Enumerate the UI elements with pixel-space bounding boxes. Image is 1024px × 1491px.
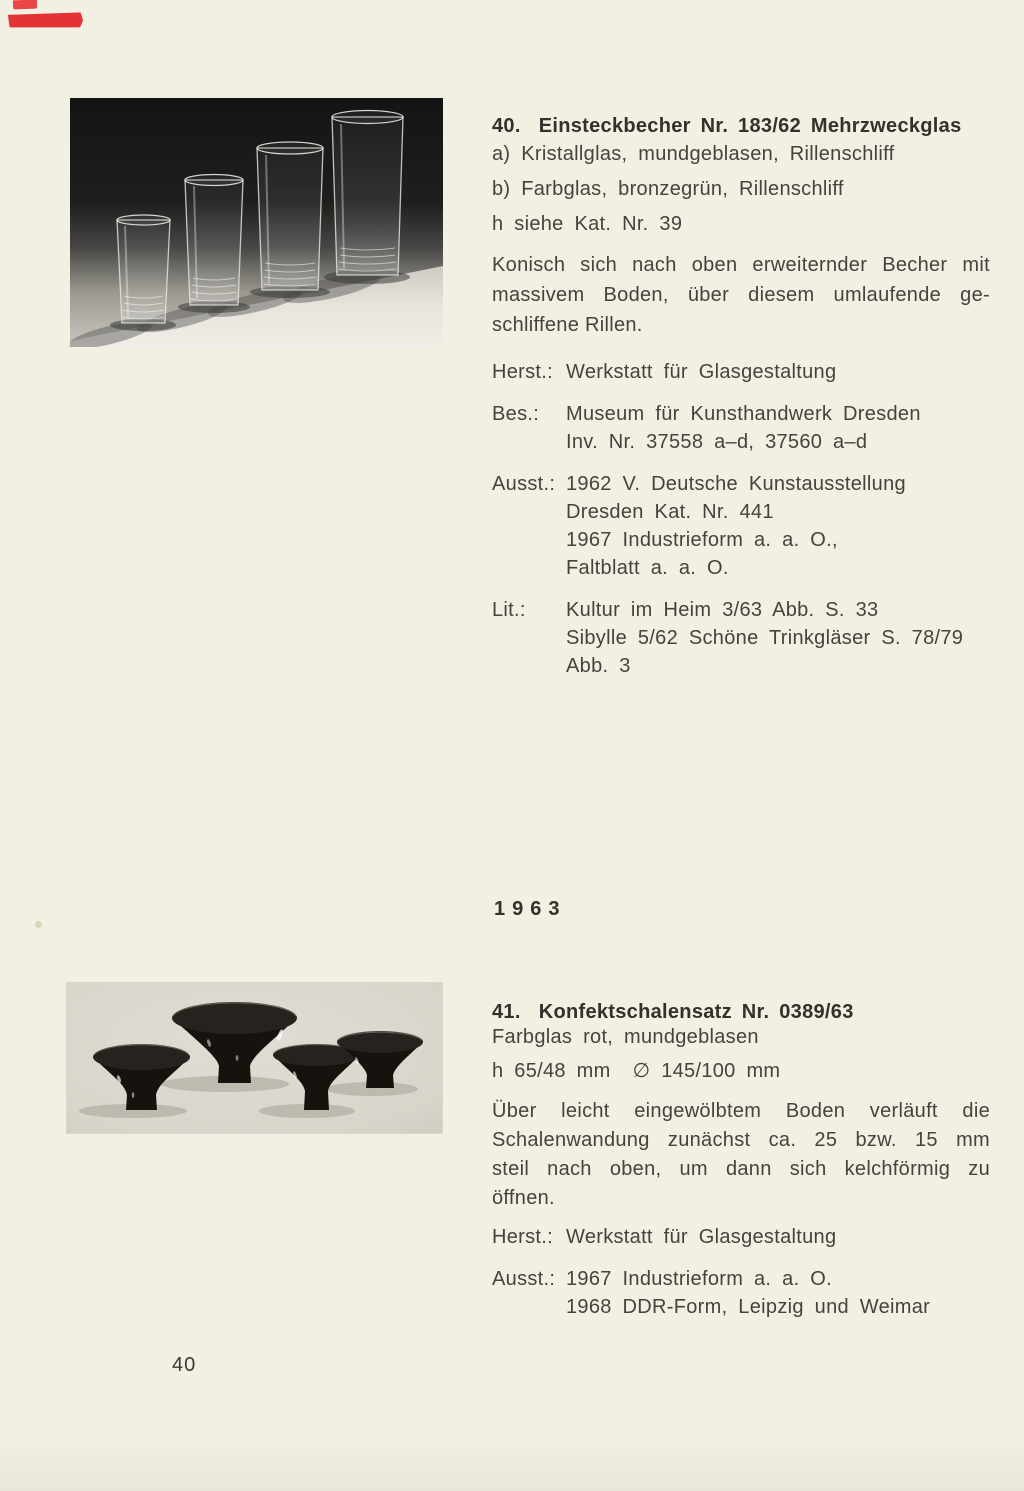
spec-diameter: ∅ 145/100 mm — [632, 1060, 781, 1082]
entry-40-title-text: Einsteckbecher Nr. 183/62 Mehrzweckglas — [538, 114, 962, 137]
red-edge-mark-small — [13, 0, 37, 9]
description-line: Über leicht eingewölbtem Boden verläuft die — [492, 1100, 990, 1122]
detail-row-besitzer — [492, 400, 990, 456]
detail-label: Herst.: — [492, 1226, 553, 1248]
page-number: 40 — [172, 1354, 197, 1376]
year-heading: 1963 — [494, 897, 567, 920]
detail-line: 1962 V. Deutsche Kunstausstellung — [566, 473, 906, 495]
description-line: steil nach oben, um dann sich kelchförmig zu — [492, 1158, 990, 1180]
glasses-photo-graphic — [70, 98, 443, 347]
spec-dimensions — [492, 1054, 780, 1088]
entry-40-specs — [492, 137, 894, 242]
detail-line: Museum für Kunsthandwerk Dresden — [566, 403, 921, 425]
spec-height: h 65/48 mm — [492, 1060, 611, 1082]
photo-bowls-set — [67, 983, 442, 1133]
entry-40-number: 40. — [492, 114, 521, 137]
entry-41-title-text: Konfektschalensatz Nr. 0389/63 — [538, 1000, 854, 1023]
detail-line: Abb. 3 — [566, 655, 631, 677]
entry-41-details — [492, 1223, 990, 1335]
detail-line: Werkstatt für Glasgestaltung — [566, 1226, 837, 1248]
detail-row-hersteller — [492, 1223, 990, 1251]
detail-row-ausstellung — [492, 470, 990, 582]
detail-label: Bes.: — [492, 403, 540, 425]
detail-line: Inv. Nr. 37558 a–d, 37560 a–d — [566, 431, 868, 453]
entry-40-details — [492, 358, 990, 694]
red-edge-mark-large — [8, 12, 83, 28]
detail-line: 1967 Industrieform a. a. O. — [566, 1268, 833, 1290]
detail-label: Ausst.: — [492, 1268, 556, 1290]
entry-41-number: 41. — [492, 1000, 521, 1023]
detail-label: Ausst.: — [492, 473, 556, 495]
detail-row-ausstellung — [492, 1265, 990, 1321]
detail-row-hersteller — [492, 358, 990, 386]
bowls-photo-graphic — [67, 983, 442, 1133]
detail-label: Lit.: — [492, 599, 526, 621]
paper-speck — [35, 921, 42, 928]
spec-line-h: h siehe Kat. Nr. 39 — [492, 213, 683, 235]
detail-line: Werkstatt für Glasgestaltung — [566, 361, 837, 383]
entry-41-description — [492, 1097, 990, 1213]
description-line: massivem Boden, über diesem umlaufende ge- — [492, 284, 990, 306]
detail-line: Sibylle 5/62 Schöne Trinkgläser S. 78/79 — [566, 627, 964, 649]
detail-line: Kultur im Heim 3/63 Abb. S. 33 — [566, 599, 879, 621]
entry-40-description — [492, 250, 990, 340]
description-line: schliffene Rillen. — [492, 314, 643, 336]
detail-line: Faltblatt a. a. O. — [566, 557, 729, 579]
spec-line-b: b) Farbglas, bronzegrün, Rillenschliff — [492, 178, 844, 200]
spec-material: Farbglas rot, mundgeblasen — [492, 1026, 759, 1048]
spec-line-a: a) Kristallglas, mundgeblasen, Rillenschliff — [492, 143, 895, 165]
description-line: Konisch sich nach oben erweiternder Becher mit — [492, 254, 990, 276]
detail-line: 1968 DDR-Form, Leipzig und Weimar — [566, 1296, 931, 1318]
photo-glasses-set — [70, 98, 443, 347]
detail-label: Herst.: — [492, 361, 553, 383]
description-line: öffnen. — [492, 1187, 555, 1209]
detail-row-literatur — [492, 596, 990, 680]
entry-41-specs — [492, 1020, 780, 1088]
detail-line: Dresden Kat. Nr. 441 — [566, 501, 774, 523]
detail-line: 1967 Industrieform a. a. O., — [566, 529, 838, 551]
description-line: Schalenwandung zunächst ca. 25 bzw. 15 mm — [492, 1129, 990, 1151]
